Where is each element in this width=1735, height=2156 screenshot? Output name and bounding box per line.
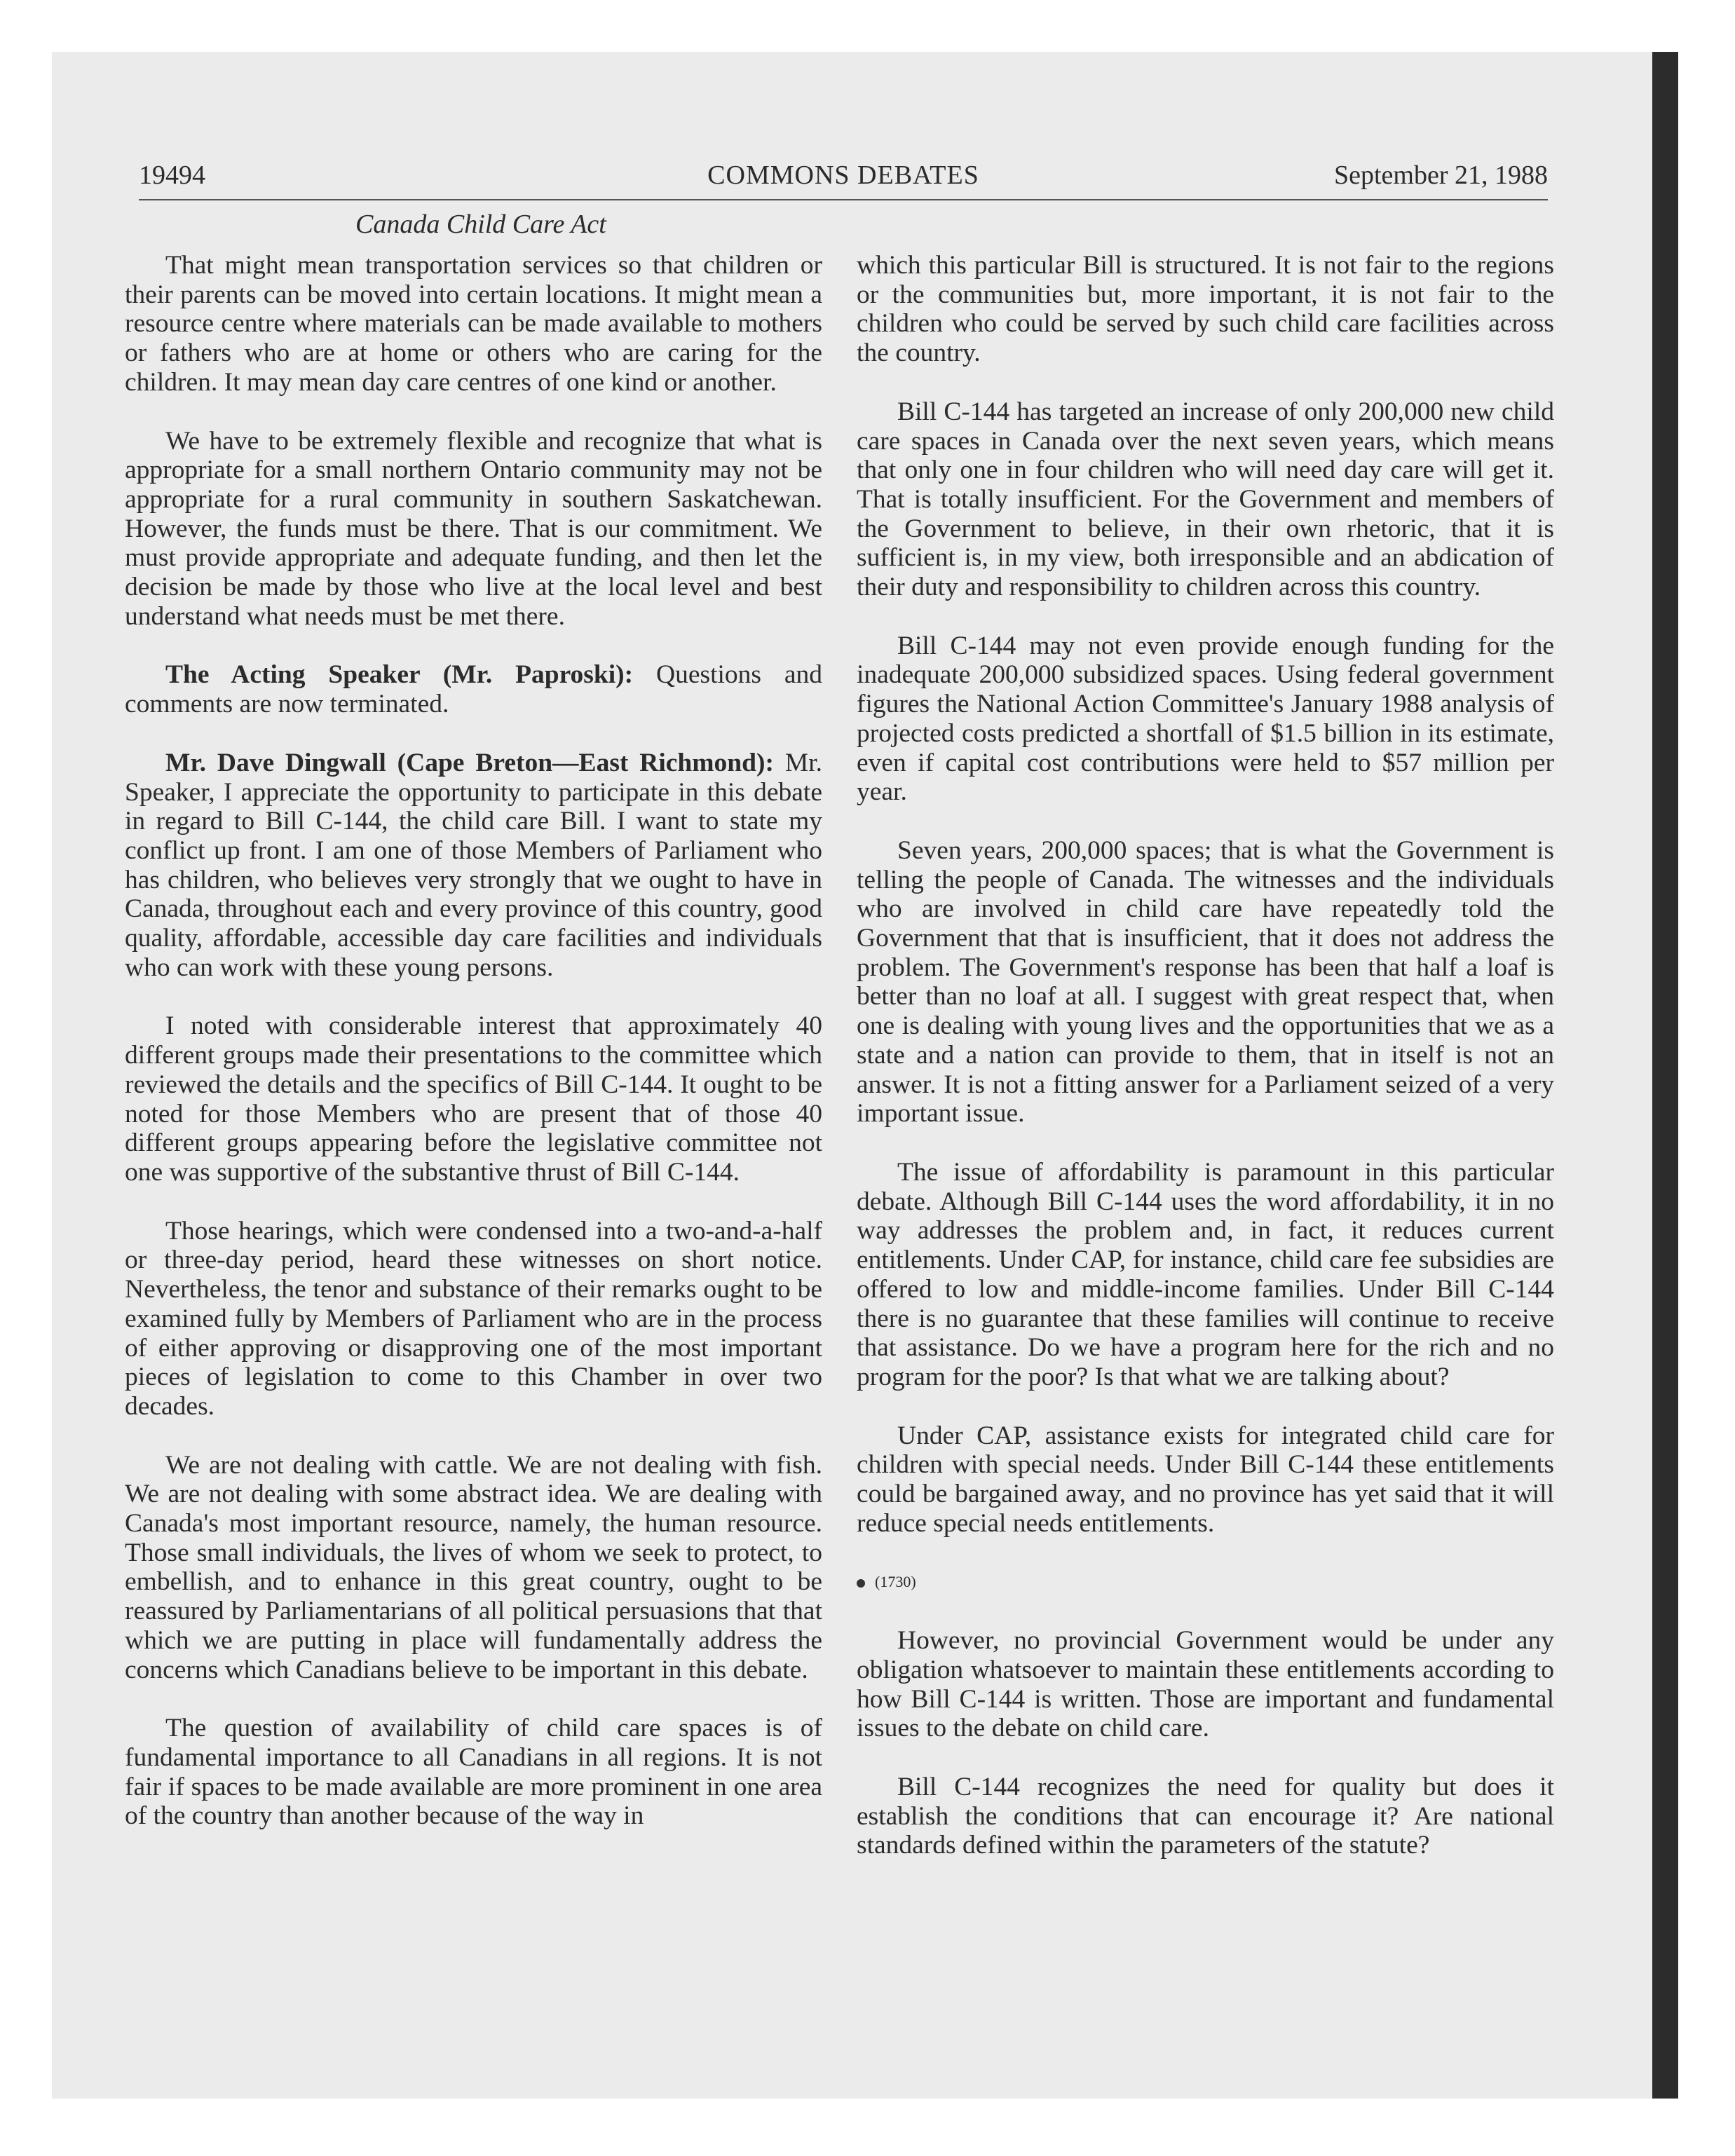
paragraph: Seven years, 200,000 spaces; that is what the Government is telling the people of Canada. The witnesses and the individuals who are involved in child care have repeatedly told the Government that that is insufficient, that it does not address the problem. The Government's response has been that half a loaf is better than no loaf at all. I suggest with great respect that, when one is dealing with young lives and the opportunities that we as a state and a nation can provide to them, that in itself is not an answer. It is not a fitting answer for a Parliament seized of a very important issue. (857, 835, 1554, 1128)
paragraph: The question of availability of child care spaces is of fundamental importance to all Canadians in all regions. It is not fair if spaces to be made available are more prominent in one area of the country than another because of the way in (125, 1714, 822, 1831)
speaker-paragraph (125, 749, 822, 983)
time-marker-text: (1730) (875, 1573, 916, 1591)
paragraph: which this particular Bill is structured. It is not fair to the regions or the communities but, more important, it is not fair to the children who could be served by such child care facilities across the country. (857, 251, 1554, 368)
left-column (125, 251, 822, 1860)
running-head (139, 160, 1548, 200)
speech-text: Mr. Speaker, I appreciate the opportunity to participate in this debate in regard to Bill C-144, the child care Bill. I want to state my conflict up front. I am one of those Members of Parliament who has children, who believes very strongly that we ought to have in Canada, throughout each and every province of this country, good quality, affordable, accessible day care facilities and individuals who can work with these young persons. (125, 748, 822, 982)
paragraph: Bill C-144 has targeted an increase of only 200,000 new child care spaces in Canada over the next seven years, which means that only one in four children who will need day care will get it. That is totally insufficient. For the Government and members of the Government to believe, in their own rhetoric, that it is sufficient is, in my view, both irresponsible and an abdication of their duty and responsibility to children across this country. (857, 397, 1554, 602)
paragraph: However, no provincial Government would be under any obligation whatsoever to maintain these entitlements according to how Bill C-144 is written. Those are important and fundamental issues to the debate on child care. (857, 1626, 1554, 1743)
paragraph: We are not dealing with cattle. We are not dealing with fish. We are not dealing with some abstract idea. We are dealing with Canada's most important resource, namely, the human resource. Those small individuals, the lives of whom we seek to protect, to embellish, and to enhance in this great country, ought to be reassured by Parliamentarians of all political persuasions that that which we are putting in place will fundamentally address the concerns which Canadians believe to be important in this debate. (125, 1450, 822, 1684)
paragraph: Those hearings, which were condensed into a two-and-a-half or three-day period, heard these witnesses on short notice. Nevertheless, the tenor and substance of their remarks ought to be examined fully by Members of Parliament who are in the process of either approving or disapproving one of the most important pieces of legislation to come to this Chamber in over two decades. (125, 1216, 822, 1421)
section-title: Canada Child Care Act (355, 210, 606, 239)
paragraph: That might mean transportation services so that children or their parents can be moved into certain locations. It might mean a resource centre where materials can be made available to mothers or fathers who are at home or others who are caring for the children. It may mean day care centres of one kind or another. (125, 251, 822, 397)
bullet-icon (857, 1579, 865, 1588)
debate-date: September 21, 1988 (1333, 161, 1548, 190)
paragraph: Bill C-144 recognizes the need for quality but does it establish the conditions that can encourage it? Are national standards defined within the parameters of the statute? (857, 1772, 1554, 1860)
paragraph: We have to be extremely flexible and recognize that what is appropriate for a small northern Ontario community may not be appropriate for a rural community in southern Saskatchewan. However, the funds must be there. That is our commitment. We must provide appropriate and adequate funding, and then let the decision be made by those who live at the local level and best understand what needs must be met there. (125, 426, 822, 631)
paragraph: Under CAP, assistance exists for integrated child care for children with special needs. Under Bill C-144 these entitlements could be bargained away, and no province has yet said that it will reduce special needs entitlements. (857, 1421, 1554, 1538)
time-marker (857, 1567, 1554, 1597)
right-column (857, 251, 1554, 1890)
publication-title: COMMONS DEBATES (707, 161, 979, 190)
page-number: 19494 (139, 161, 205, 190)
speaker-name: Mr. Dave Dingwall (Cape Breton—East Richmond): (165, 748, 774, 777)
paragraph: I noted with considerable interest that approximately 40 different groups made their presentations to the committee which reviewed the details and the specifics of Bill C-144. It ought to be noted for those Members who are present that of those 40 different groups appearing before the legislative committee not one was supportive of the substantive thrust of Bill C-144. (125, 1011, 822, 1187)
paragraph: The issue of affordability is paramount in this particular debate. Although Bill C-144 uses the word affordability, it in no way addresses the problem and, in fact, it reduces current entitlements. Under CAP, for instance, child care fee subsidies are offered to low and middle-income families. Under Bill C-144 there is no guarantee that these families will continue to receive that assistance. Do we have a program here for the rich and no program for the poor? Is that what we are talking about? (857, 1157, 1554, 1391)
speech-text: Questions and comments are now terminated. (125, 660, 822, 719)
speaker-name: The Acting Speaker (Mr. Paproski): (165, 660, 634, 690)
page-edge-bar (1652, 52, 1678, 2099)
paragraph: Bill C-144 may not even provide enough funding for the inadequate 200,000 subsidized spaces. Using federal government figures the National Action Committee's January 1988 analysis of projected costs predicted a shortfall of $1.5 billion in its estimate, even if capital cost contributions were held to $57 million per year. (857, 631, 1554, 807)
speaker-paragraph (125, 660, 822, 718)
